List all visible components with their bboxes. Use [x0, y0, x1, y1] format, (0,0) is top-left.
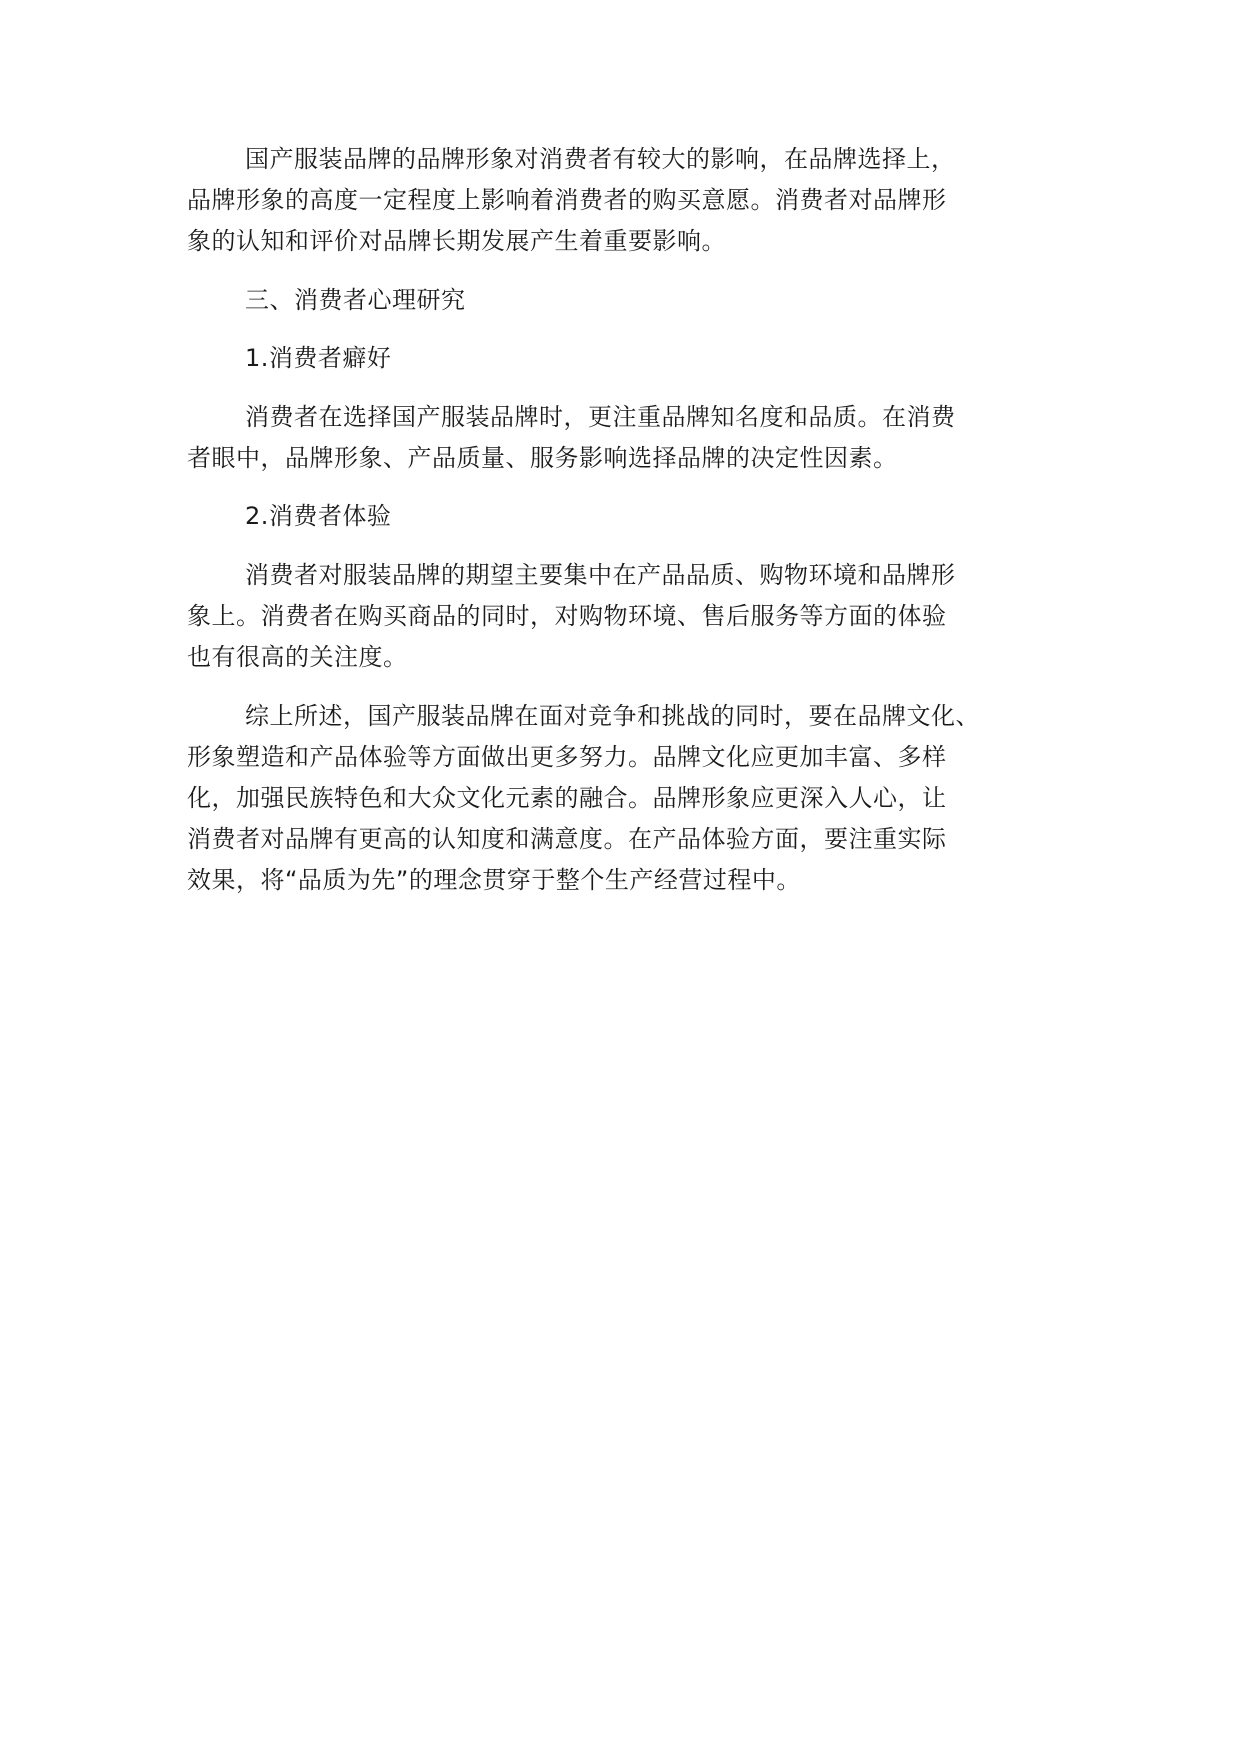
- paragraph-4-line-1: 综上所述，国产服装品牌在面对竞争和挑战的同时，要在品牌文化、: [245, 702, 980, 730]
- paragraph-3-line-2: 象上。消费者在购买商品的同时，对购物环境、售后服务等方面的体验: [187, 602, 947, 630]
- paragraph-3-line-1: 消费者对服装品牌的期望主要集中在产品品质、购物环境和品牌形: [245, 561, 956, 589]
- section-heading: 三、消费者心理研究: [245, 286, 466, 314]
- subheading-2: 2.消费者体验: [245, 502, 392, 530]
- paragraph-1-line-2: 品牌形象的高度一定程度上影响着消费者的购买意愿。消费者对品牌形: [187, 186, 947, 214]
- paragraph-4-line-3: 化，加强民族特色和大众文化元素的融合。品牌形象应更深入人心，让: [187, 784, 947, 812]
- subheading-1: 1.消费者癖好: [245, 344, 392, 372]
- paragraph-1-line-3: 象的认知和评价对品牌长期发展产生着重要影响。: [187, 227, 726, 255]
- paragraph-1-line-1: 国产服装品牌的品牌形象对消费者有较大的影响，在品牌选择上，: [245, 145, 956, 173]
- paragraph-2-line-1: 消费者在选择国产服装品牌时，更注重品牌知名度和品质。在消费: [245, 403, 956, 431]
- paragraph-3-line-3: 也有很高的关注度。: [187, 643, 408, 671]
- paragraph-4-line-5: 效果，将“品质为先”的理念贯穿于整个生产经营过程中。: [187, 866, 801, 894]
- paragraph-2-line-2: 者眼中，品牌形象、产品质量、服务影响选择品牌的决定性因素。: [187, 444, 898, 472]
- paragraph-4-line-4: 消费者对品牌有更高的认知度和满意度。在产品体验方面，要注重实际: [187, 825, 947, 853]
- paragraph-4-line-2: 形象塑造和产品体验等方面做出更多努力。品牌文化应更加丰富、多样: [187, 743, 947, 771]
